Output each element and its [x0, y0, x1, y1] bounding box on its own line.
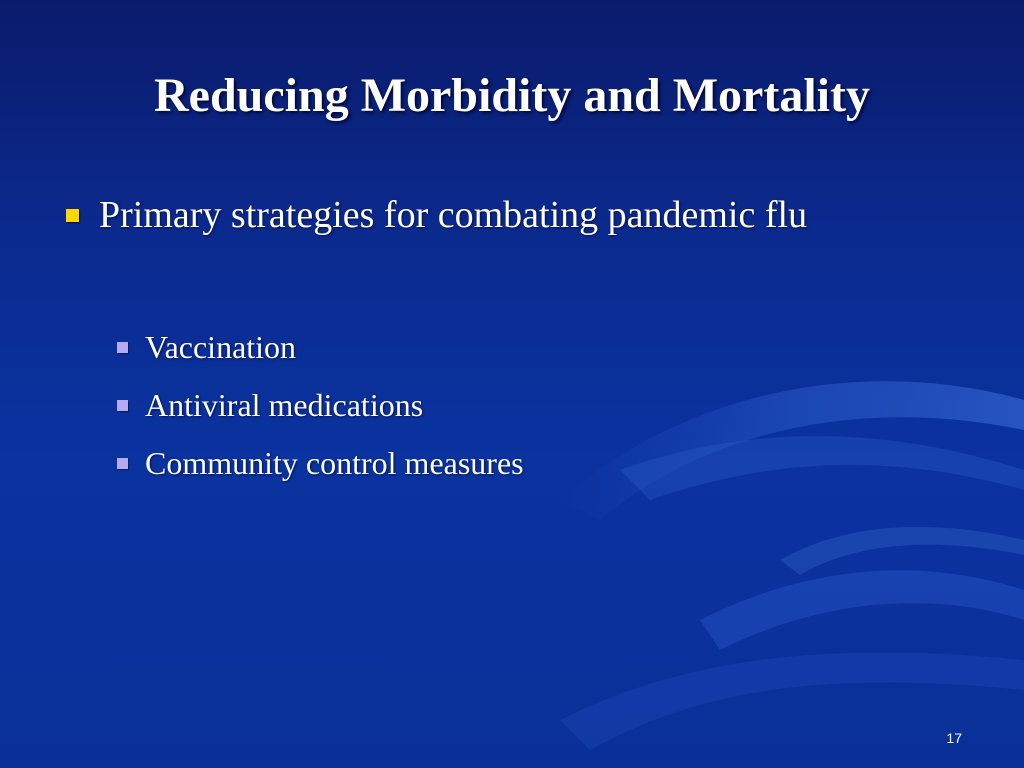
square-bullet-icon — [117, 400, 128, 411]
list-item — [117, 434, 524, 492]
sub-bullet-list — [117, 318, 524, 492]
slide-number: 17 — [946, 730, 962, 746]
sub-bullet-text: Antiviral medications — [145, 387, 424, 423]
slide-title: Reducing Morbidity and Mortality — [154, 69, 870, 122]
list-item — [117, 376, 524, 434]
square-bullet-icon — [117, 342, 128, 353]
square-bullet-icon — [117, 458, 128, 469]
list-item — [117, 318, 524, 376]
sub-bullet-text: Vaccination — [145, 329, 297, 365]
main-bullet-text: Primary strategies for combating pandemic flu — [99, 194, 808, 236]
sub-bullet-text: Community control measures — [145, 445, 524, 481]
square-bullet-icon — [66, 209, 79, 222]
main-bullet — [66, 192, 807, 238]
